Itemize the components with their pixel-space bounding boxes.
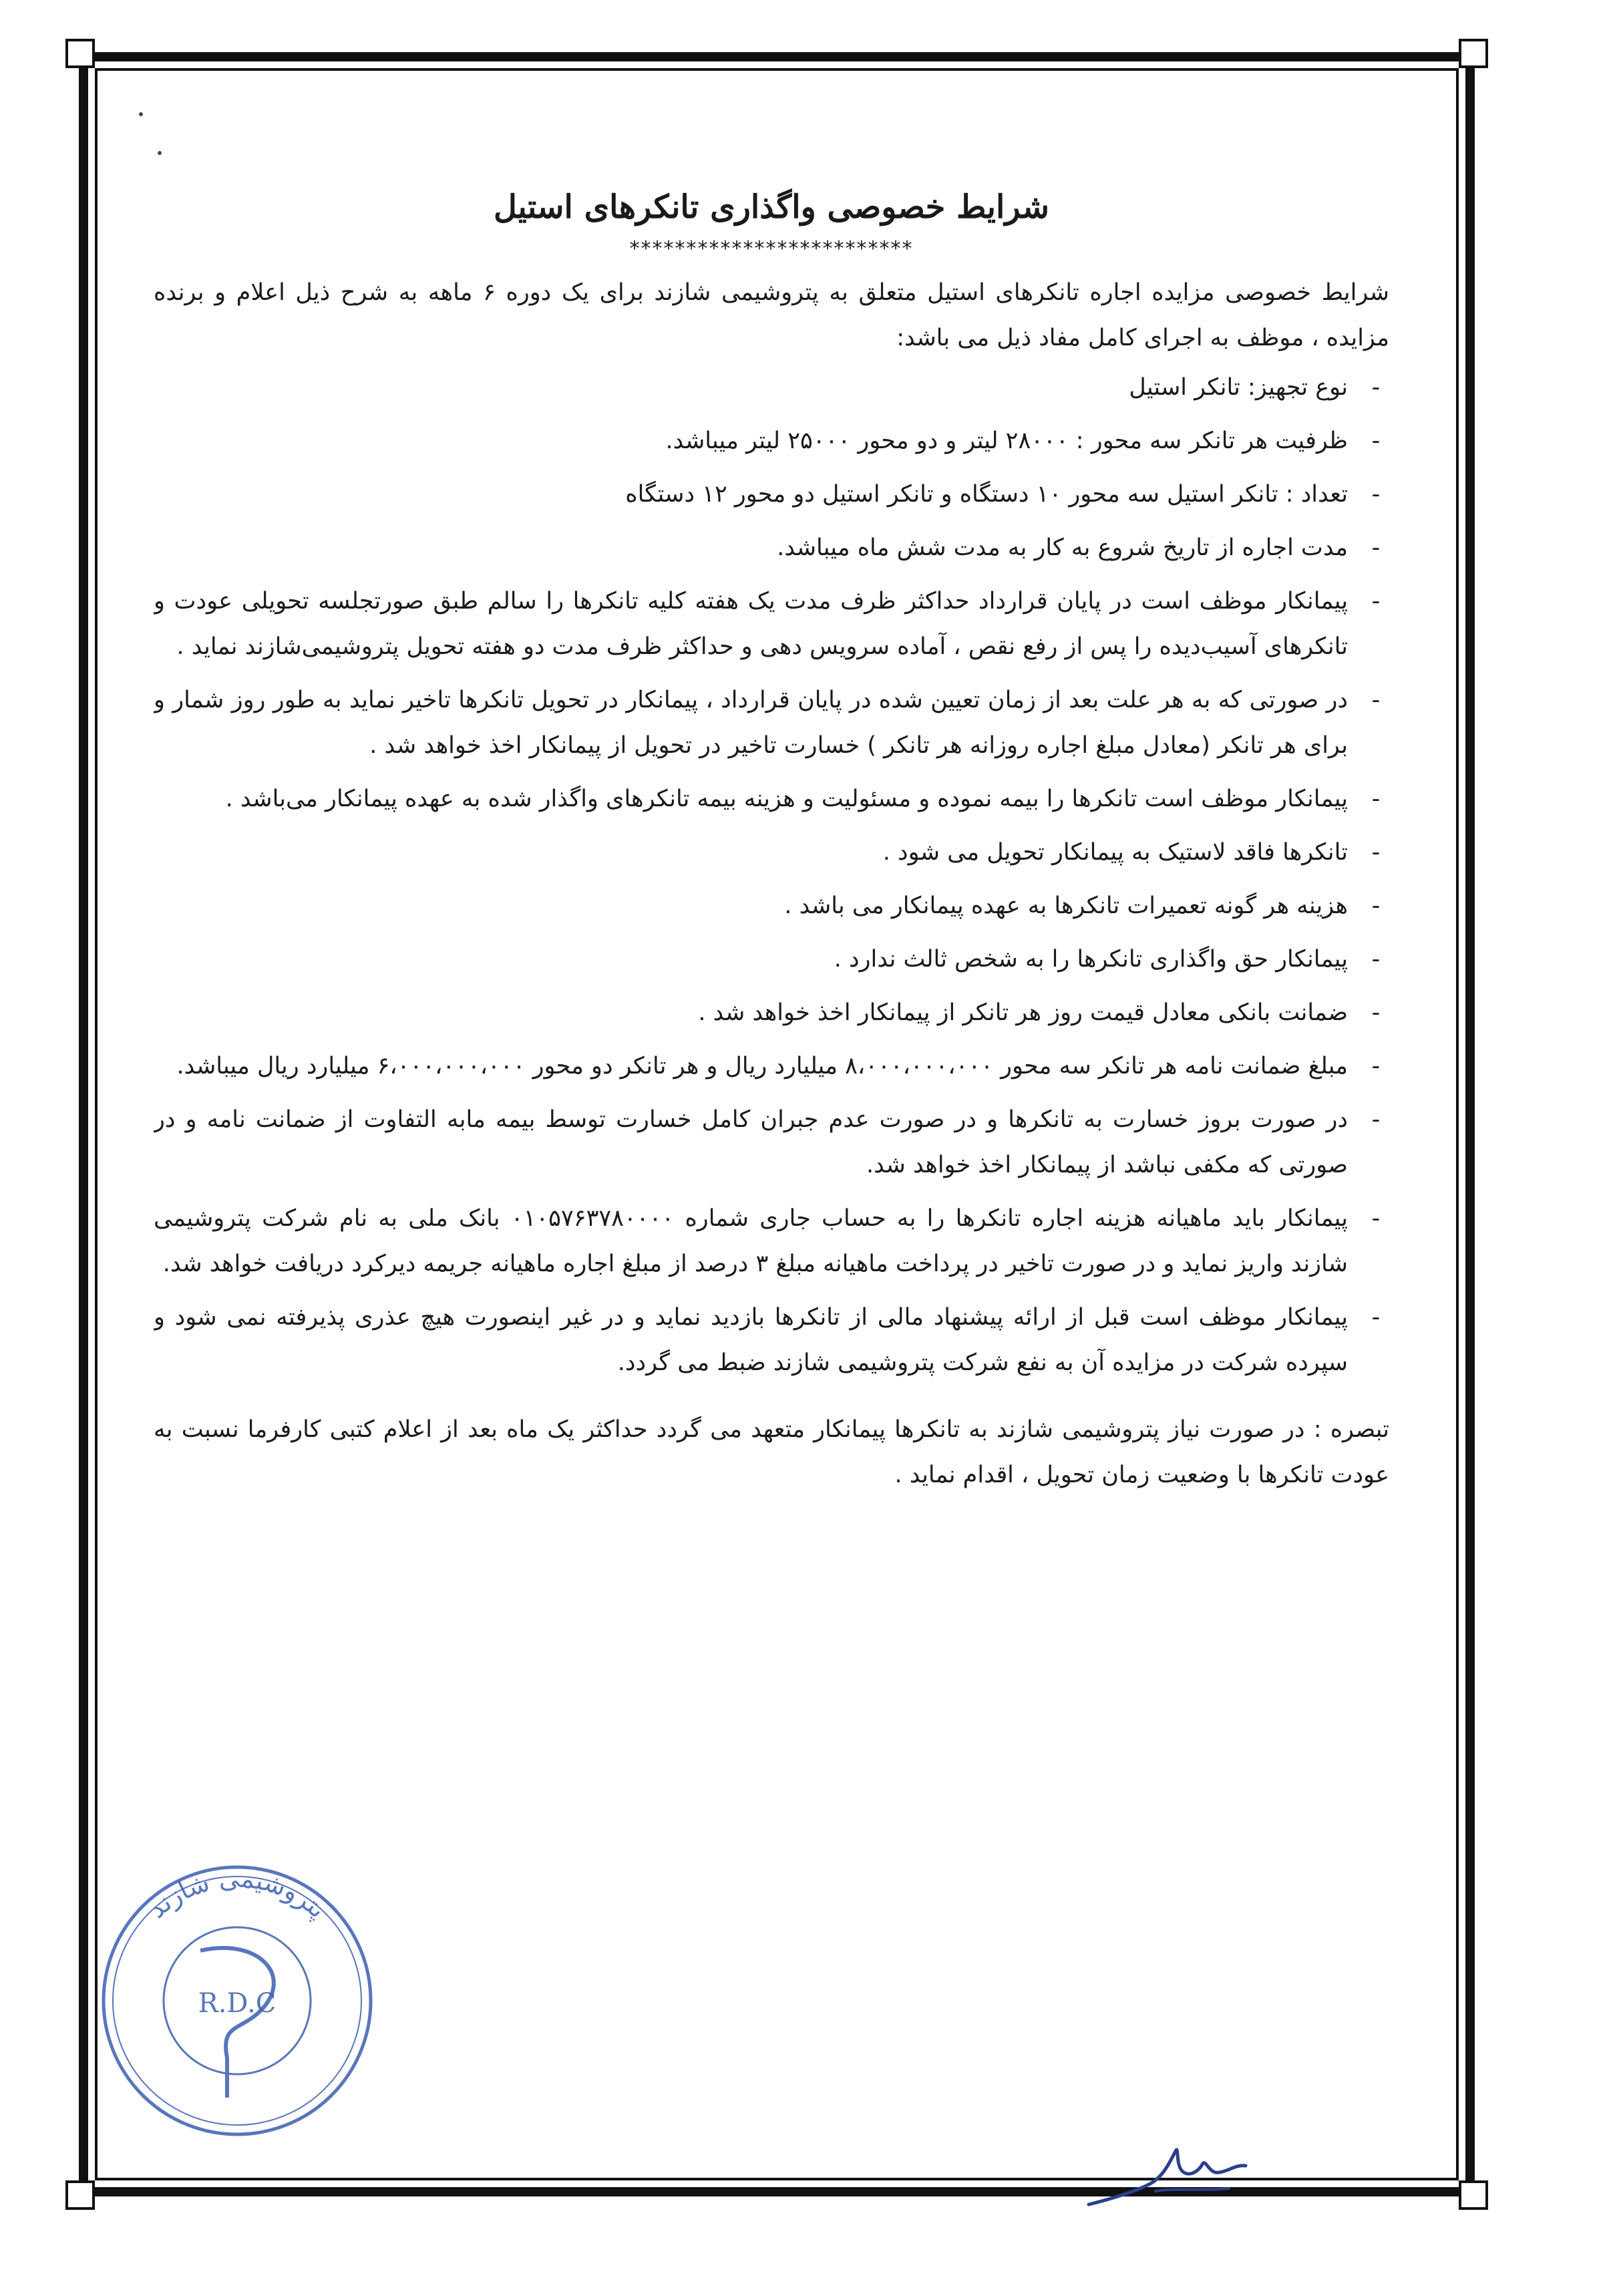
handwritten-signature (1075, 2124, 1276, 2225)
list-item (154, 937, 1389, 982)
bullet-dash: - (1371, 1304, 1381, 1331)
list-item (154, 1295, 1389, 1385)
list-item-text: مبلغ ضمانت نامه هر تانکر سه محور ۸،۰۰۰،۰۰۰،۰۰۰ میلیارد ریال و هر تانکر دو محور ۶،۰۰۰،۰۰۰،۰۰۰ میلیارد ریال میباشد. (176, 1053, 1348, 1080)
conditions-list (154, 365, 1389, 1385)
svg-text:پتروشیمی شازند (142, 1863, 332, 1924)
bullet-dash: - (1371, 1106, 1381, 1133)
note-paragraph: تبصره : در صورت نیاز پتروشیمی شازند به تانکرها پیمانکار متعهد می گردد حداکثر یک ماه بعد از اعلام کتبی کارفرما نسبت به عودت تانکرها با وضعیت زمان تحویل ، اقدام نماید . (154, 1416, 1389, 1488)
list-item (154, 776, 1389, 822)
intro-paragraph: شرایط خصوصی مزایده اجاره تانکرهای استیل متعلق به پتروشیمی شازند برای یک دوره ۶ ماهه به شرح ذیل اعلام و برنده مزایده ، موظف به اجرای کامل مفاد ذیل می باشد: (154, 279, 1389, 351)
list-item (154, 418, 1389, 464)
list-item-text: تعداد : تانکر استیل سه محور ۱۰ دستگاه و تانکر استیل دو محور ۱۲ دستگاه (625, 481, 1348, 508)
list-item (154, 883, 1389, 929)
scan-speck (158, 151, 162, 155)
document-body (154, 180, 1389, 1837)
list-item-text: مدت اجاره از تاریخ شروع به کار به مدت شش ماه میباشد. (777, 534, 1348, 561)
stamp-inner-text: R.D.C (198, 1988, 277, 2019)
bullet-dash: - (1371, 1053, 1381, 1080)
bullet-dash: - (1371, 1205, 1381, 1232)
list-item-text: هزینه هر گونه تعمیرات تانکرها به عهده پیمانکار می باشد . (784, 892, 1348, 919)
company-stamp (94, 1857, 381, 2144)
list-item-text: پیمانکار موظف است قبل از ارائه پیشنهاد مالی از تانکرها بازدید نماید و در غیر اینصورت هیچ عذری پذیرفته نمی شود و سپرده شرکت در مزایده آن به نفع شرکت پتروشیمی شازند ضبط می گردد. (154, 1304, 1348, 1376)
list-item-text: ظرفیت هر تانکر سه محور : ۲۸۰۰۰ لیتر و دو محور ۲۵۰۰۰ لیتر میباشد. (665, 428, 1348, 454)
list-item (154, 677, 1389, 768)
border-corner (1459, 39, 1488, 68)
list-item (154, 990, 1389, 1035)
list-item-text: در صورتی که به هر علت بعد از زمان تعیین شده در پایان قرارداد ، پیمانکار در تحویل تانکرها تاخیر نماید به طور روز شمار و برای هر تانکر (معادل مبلغ اجاره روزانه هر تانکر ) خسارت تاخیر در تحویل از پیمانکار اخذ خواهد شد . (154, 687, 1348, 759)
list-item (154, 1043, 1389, 1089)
stamp-text: پتروشیمی شازند (142, 1863, 333, 1924)
scan-speck (139, 112, 143, 116)
bullet-dash: - (1371, 687, 1381, 713)
list-item-text: پیمانکار موظف است تانکرها را بیمه نموده و مسئولیت و هزینه بیمه تانکرهای واگذار شده به عهده پیمانکار می‌باشد . (225, 786, 1348, 812)
list-item (154, 1196, 1389, 1287)
list-item (154, 1097, 1389, 1188)
border-corner (65, 2180, 95, 2210)
list-item (154, 472, 1389, 517)
border-corner (1459, 2180, 1488, 2210)
bullet-dash: - (1371, 892, 1381, 919)
list-item-text: پیمانکار باید ماهیانه هزینه اجاره تانکرها را به حساب جاری شماره ۰۱۰۵۷۶۳۷۸۰۰۰۰ بانک ملی به نام شرکت پتروشیمی شازند واریز نماید و در صورت تاخیر در پرداخت ماهیانه مبلغ ۳ درصد از مبلغ اجاره ماهیانه جریمه دیرکرد دریافت خواهد شد. (154, 1205, 1348, 1277)
bullet-dash: - (1371, 839, 1381, 866)
bullet-dash: - (1371, 786, 1381, 812)
list-item-text: تانکرها فاقد لاستیک به پیمانکار تحویل می شود . (882, 839, 1348, 866)
list-item (154, 525, 1389, 570)
border-corner (65, 39, 95, 68)
document-title: شرایط خصوصی واگذاری تانکرهای استیل (493, 188, 1050, 226)
list-item (154, 365, 1389, 410)
list-item-text: پیمانکار حق واگذاری تانکرها را به شخص ثالث ندارد . (834, 946, 1348, 973)
list-item-text: ضمانت بانکی معادل قیمت روز هر تانکر از پیمانکار اخذ خواهد شد . (698, 999, 1348, 1026)
bullet-dash: - (1371, 999, 1381, 1026)
list-item (154, 830, 1389, 875)
list-item-text: پیمانکار موظف است در پایان قرارداد حداکثر ظرف مدت یک هفته کلیه تانکرها را سالم طبق صورتجلسه تحویلی عودت و تانکرهای آسیب‌دیده را پس از رفع نقص ، آماده سرویس دهی و حداکثر ظرف مدت دو هفته تحویل پتروشیمی‌شازند نماید . (154, 588, 1348, 660)
list-item (154, 579, 1389, 669)
bullet-dash: - (1371, 481, 1381, 508)
bullet-dash: - (1371, 428, 1381, 454)
bullet-dash: - (1371, 946, 1381, 973)
bullet-dash: - (1371, 534, 1381, 561)
bullet-dash: - (1371, 374, 1381, 401)
bullet-dash: - (1371, 588, 1381, 615)
list-item-text: نوع تجهیز: تانکر استیل (1129, 374, 1348, 401)
title-separator: ************************* (629, 237, 914, 261)
list-item-text: در صورت بروز خسارت به تانکرها و در صورت عدم جبران کامل خسارت توسط بیمه مابه التفاوت از ضمانت نامه و در صورتی که مکفی نباشد از پیمانکار اخذ خواهد شد. (154, 1106, 1348, 1178)
